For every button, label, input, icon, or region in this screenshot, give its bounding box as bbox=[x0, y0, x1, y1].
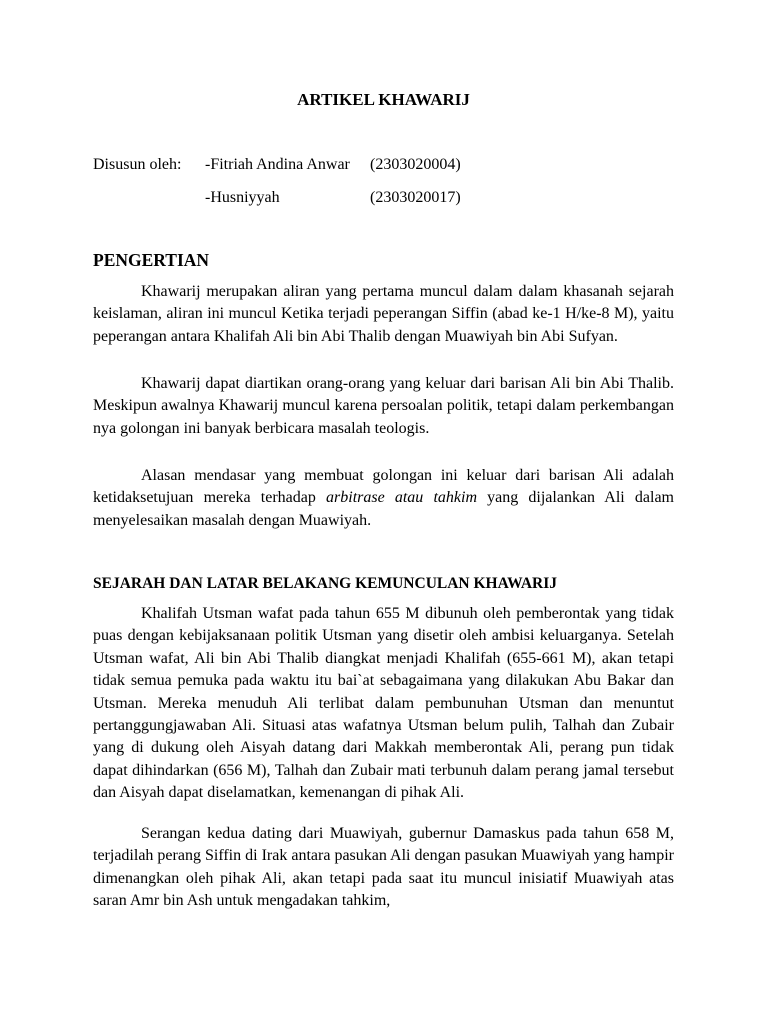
author-name-1: -Fitriah Andina Anwar bbox=[205, 156, 350, 173]
paragraph-text: Alasan mendasar yang membuat golongan ini keluar dari barisan Ali adalah ketidaksetujuan mereka terhadap bbox=[93, 467, 674, 507]
document-title: ARTIKEL KHAWARIJ bbox=[297, 90, 470, 109]
author-name-2: -Husniyyah bbox=[205, 189, 280, 206]
paragraph-pengertian-1: Khawarij merupakan aliran yang pertama muncul dalam dalam khasanah sejarah keislaman, aliran ini muncul Ketika terjadi peperangan Siffin (abad ke-1 H/ke-8 M), yaitu peperangan antara Khalifah Ali bin Abi Thalib dengan Muawiyah bin Abi Sufyan. bbox=[93, 283, 674, 345]
author-id-2: (2303020017) bbox=[370, 189, 461, 206]
author-id-1: (2303020004) bbox=[370, 156, 461, 173]
author-label: Disusun oleh: bbox=[93, 156, 182, 173]
paragraph-sejarah-2: Serangan kedua dating dari Muawiyah, gubernur Damaskus pada tahun 658 M, terjadilah perang Siffin di Irak antara pasukan Ali dengan pasukan Muawiyah yang hampir dimenangkan oleh pihak Ali, akan tetapi pada saat itu muncul inisiatif Muawiyah atas saran Amr bin Ash untuk mengadakan tahkim, bbox=[93, 825, 674, 910]
paragraph-text: yang dijalankan Ali dalam menyelesaikan masalah dengan Muawiyah. bbox=[93, 489, 674, 529]
paragraph-pengertian-2: Khawarij dapat diartikan orang-orang yang keluar dari barisan Ali bin Abi Thalib. Meskipun awalnya Khawarij muncul karena persoalan politik, tetapi dalam perkembangan nya golongan ini banyak berbicara masalah teologis. bbox=[93, 375, 674, 437]
italic-term: arbitrase atau tahkim bbox=[326, 489, 477, 507]
section-heading-sejarah: SEJARAH DAN LATAR BELAKANG KEMUNCULAN KHAWARIJ bbox=[93, 575, 558, 592]
section-heading-pengertian: PENGERTIAN bbox=[93, 250, 210, 270]
paragraph-pengertian-3 bbox=[93, 465, 674, 532]
paragraph-sejarah-1: Khalifah Utsman wafat pada tahun 655 M dibunuh oleh pemberontak yang tidak puas dengan kebijaksanaan politik Utsman yang disetir oleh ambisi keluarganya. Setelah Utsman wafat, Ali bin Abi Thalib diangkat menjadi Khalifah (655-661 M), akan tetapi tidak semua pemuka pada waktu itu bai`at sebagaimana yang dilakukan Abu Bakar dan Utsman. Mereka menuduh Ali terlibat dalam pembunuhan Utsman dan menuntut pertanggungjawaban Ali. Situasi atas wafatnya Utsman belum pulih, Talhah dan Zubair yang di dukung oleh Aisyah datang dari Makkah memberontak Ali, perang pun tidak dapat dihindarkan (656 M), Talhah dan Zubair mati terbunuh dalam perang jamal tersebut dan Aisyah dapat diselamatkan, kemenangan di pihak Ali. bbox=[93, 605, 674, 802]
